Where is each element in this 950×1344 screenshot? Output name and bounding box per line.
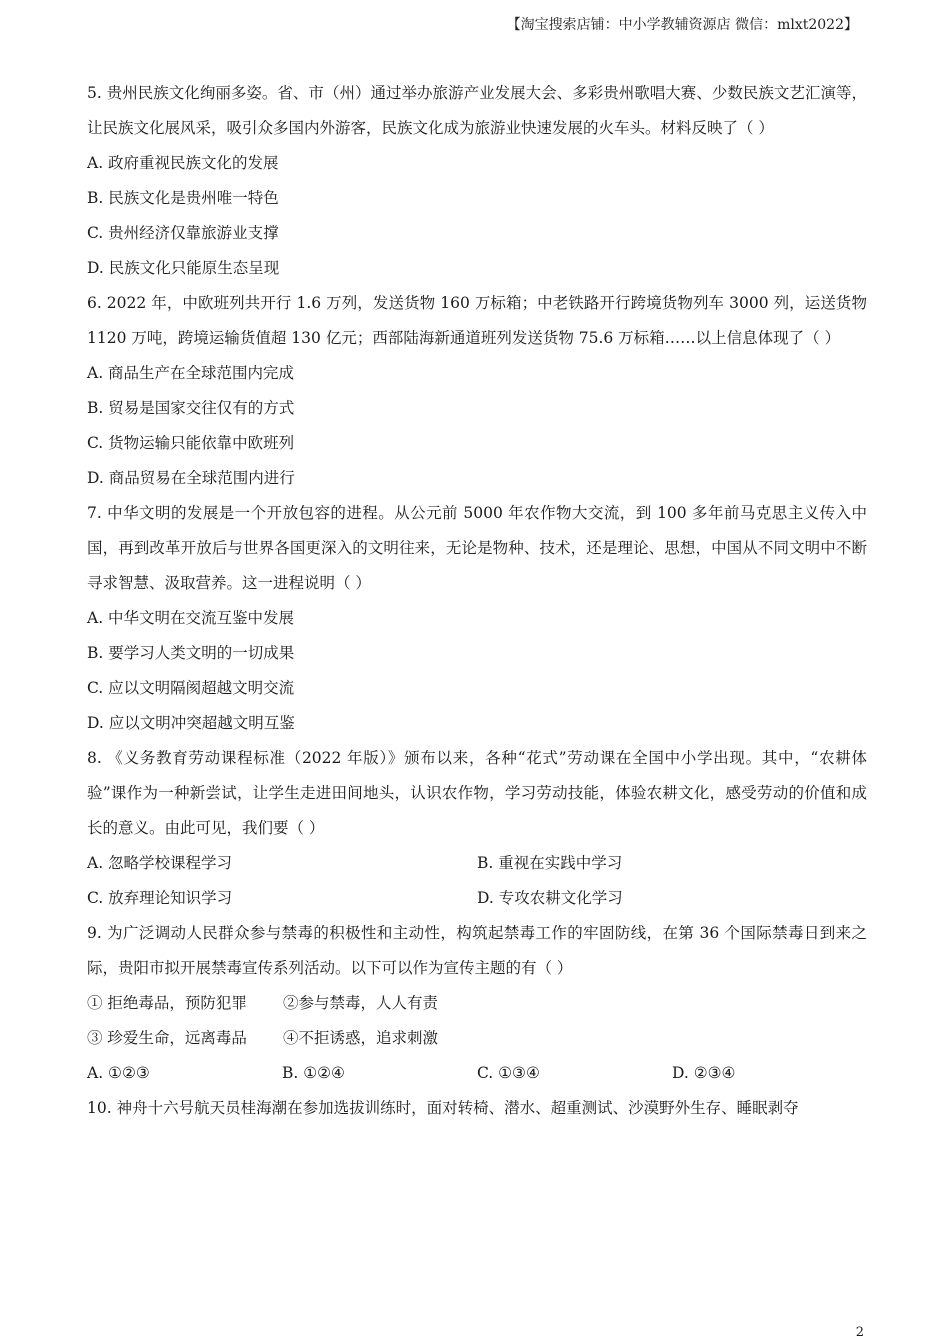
option-b: B. 民族文化是贵州唯一特色 xyxy=(87,189,279,207)
statement-2: ②参与禁毒，人人有责 xyxy=(282,994,438,1012)
question-8 xyxy=(87,741,867,916)
option-c: C. ①③④ xyxy=(477,1064,540,1082)
question-7 xyxy=(87,496,867,741)
statement-row xyxy=(87,1021,867,1056)
option-c: C. 货物运输只能依靠中欧班列 xyxy=(87,434,295,452)
question-stem: 10. 神舟十六号航天员桂海潮在参加选拔训练时，面对转椅、潜水、超重测试、沙漠野外生存、睡眠剥夺 xyxy=(87,1099,799,1117)
option-d: D. 应以文明冲突超越文明互鉴 xyxy=(87,714,295,732)
option-b: B. ①②④ xyxy=(282,1064,345,1082)
question-stem: 9. 为广泛调动人民群众参与禁毒的积极性和主动性，构筑起禁毒工作的牢固防线，在第 36 个国际禁毒日到来之际，贵阳市拟开展禁毒宣传系列活动。以下可以作为宣传主题的有（ ） xyxy=(87,924,867,977)
question-5 xyxy=(87,76,867,286)
question-stem: 7. 中华文明的发展是一个开放包容的进程。从公元前 5000 年农作物大交流，到 100 多年前马克思主义传入中国，再到改革开放后与世界各国更深入的文明往来，无论是物种、技术，还是理论、思想，中国从不同文明中不断寻求智慧、汲取营养。这一进程说明（ ） xyxy=(87,504,867,592)
option-c: C. 应以文明隔阂超越文明交流 xyxy=(87,679,295,697)
question-9 xyxy=(87,916,867,1091)
option-c: C. 贵州经济仅靠旅游业支撑 xyxy=(87,224,279,242)
statement-4: ④不拒诱惑，追求刺激 xyxy=(282,1029,438,1047)
option-row xyxy=(87,1056,867,1091)
option-a: A. 商品生产在全球范围内完成 xyxy=(87,364,295,382)
option-c: C. 放弃理论知识学习 xyxy=(87,889,233,907)
statement-row xyxy=(87,986,867,1021)
option-row xyxy=(87,881,867,916)
option-b: B. 重视在实践中学习 xyxy=(477,854,623,872)
option-d: D. ②③④ xyxy=(672,1064,736,1082)
option-a: A. 忽略学校课程学习 xyxy=(87,854,233,872)
option-row xyxy=(87,846,867,881)
question-stem: 5. 贵州民族文化绚丽多姿。省、市（州）通过举办旅游产业发展大会、多彩贵州歌唱大赛、少数民族文艺汇演等，让民族文化展风采，吸引众多国内外游客，民族文化成为旅游业快速发展的火车头。材料反映了（ ） xyxy=(87,84,867,137)
option-a: A. 中华文明在交流互鉴中发展 xyxy=(87,609,295,627)
option-d: D. 民族文化只能原生态呈现 xyxy=(87,259,280,277)
page-number: 2 xyxy=(855,1325,864,1340)
statement-3: ③ 珍爱生命，远离毒品 xyxy=(87,1029,247,1047)
option-b: B. 要学习人类文明的一切成果 xyxy=(87,644,295,662)
option-a: A. ①②③ xyxy=(87,1064,150,1082)
page-content xyxy=(87,76,867,1126)
page-header: 【淘宝搜索店铺：中小学教辅资源店 微信：mlxt2022】 xyxy=(506,17,858,33)
statement-1: ① 拒绝毒品，预防犯罪 xyxy=(87,994,247,1012)
question-stem: 8. 《义务教育劳动课程标准（2022 年版）》颁布以来，各种“花式”劳动课在全国中小学出现。其中，“农耕体验”课作为一种新尝试，让学生走进田间地头，认识农作物，学习劳动技能，体验农耕文化，感受劳动的价值和成长的意义。由此可见，我们要（ ） xyxy=(87,749,867,837)
question-10 xyxy=(87,1091,867,1126)
option-d: D. 专攻农耕文化学习 xyxy=(477,889,623,907)
option-b: B. 贸易是国家交往仅有的方式 xyxy=(87,399,295,417)
option-d: D. 商品贸易在全球范围内进行 xyxy=(87,469,295,487)
option-a: A. 政府重视民族文化的发展 xyxy=(87,154,279,172)
question-stem: 6. 2022 年，中欧班列共开行 1.6 万列，发送货物 160 万标箱；中老铁路开行跨境货物列车 3000 列，运送货物 1120 万吨，跨境运输货值超 130 亿元；西部陆海新通道班列发送货物 75.6 万标箱……以上信息体现了（ ） xyxy=(87,294,867,347)
question-6 xyxy=(87,286,867,496)
